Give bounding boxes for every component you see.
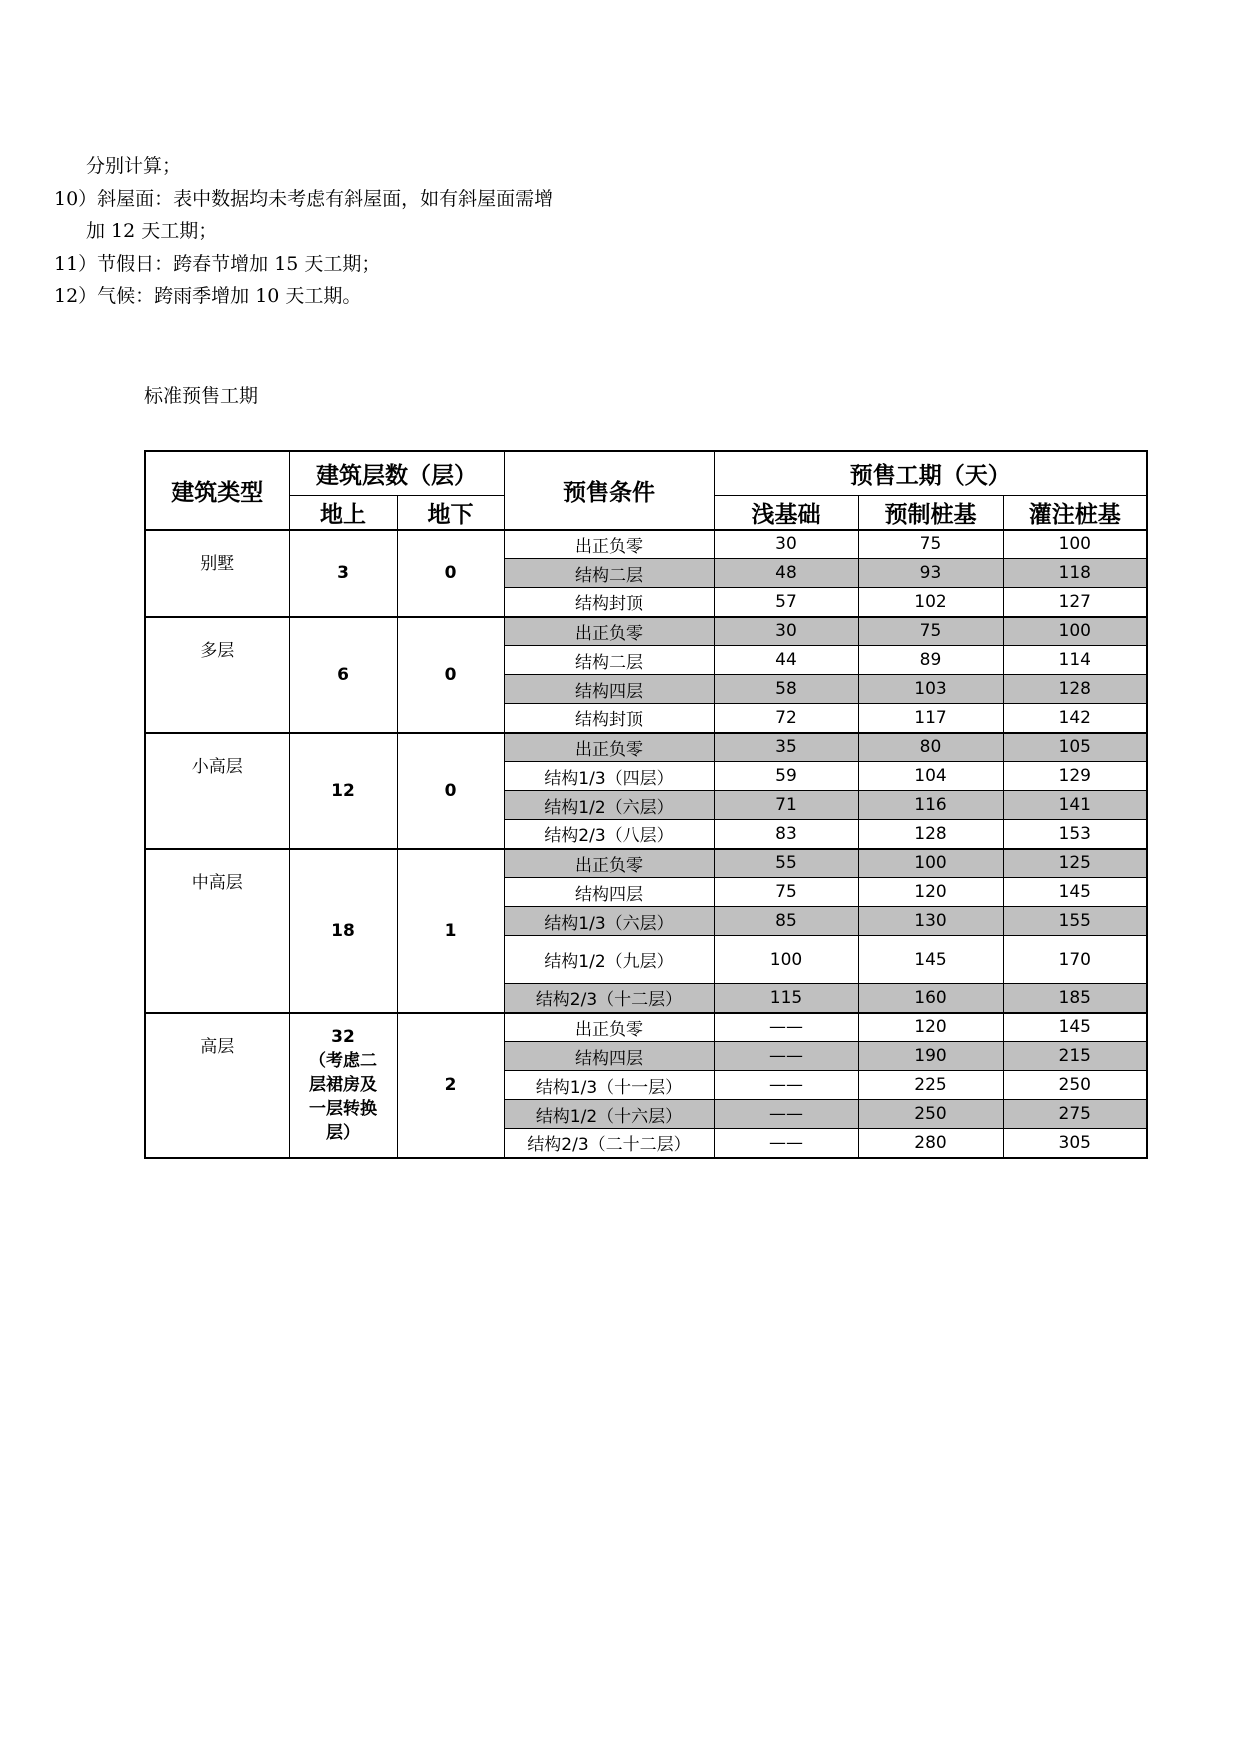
condition-cell: 结构1/2（十六层） [504,1100,714,1129]
shallow-foundation-cell: 115 [714,984,858,1013]
precast-pile-cell: 102 [858,588,1003,617]
shallow-foundation-cell: 48 [714,559,858,588]
shallow-foundation-cell: 72 [714,704,858,733]
bored-pile-cell: 250 [1003,1071,1147,1100]
bored-pile-cell: 129 [1003,762,1147,791]
condition-cell: 结构二层 [504,559,714,588]
precast-pile-cell: 75 [858,617,1003,646]
paragraph-1: 分别计算； [86,155,182,177]
condition-cell: 结构四层 [504,878,714,907]
precast-pile-cell: 117 [858,704,1003,733]
precast-pile-cell: 190 [858,1042,1003,1071]
shallow-foundation-cell: 100 [714,936,858,984]
shallow-foundation-cell: 30 [714,530,858,559]
shallow-foundation-cell: 83 [714,820,858,849]
shallow-foundation-cell: 44 [714,646,858,675]
header-above-ground: 地上 [289,495,397,530]
condition-cell: 结构2/3（八层） [504,820,714,849]
bored-pile-cell: 105 [1003,733,1147,762]
below-ground-cell: 0 [397,733,504,849]
above-ground-cell: 32 （考虑二 层裙房及 一层转换 层） [289,1013,397,1158]
precast-pile-cell: 116 [858,791,1003,820]
building-type-cell: 别墅 [145,530,289,617]
bored-pile-cell: 118 [1003,559,1147,588]
bored-pile-cell: 100 [1003,530,1147,559]
bored-pile-cell: 127 [1003,588,1147,617]
precast-pile-cell: 103 [858,675,1003,704]
table-row [145,733,1147,762]
condition-cell: 结构封顶 [504,588,714,617]
presale-period-table [144,450,1148,1159]
precast-pile-cell: 128 [858,820,1003,849]
shallow-foundation-cell: 75 [714,878,858,907]
header-shallow-foundation: 浅基础 [714,495,858,530]
condition-cell: 结构封顶 [504,704,714,733]
shallow-foundation-cell: —— [714,1071,858,1100]
paragraph-5: 12）气候：跨雨季增加 10 天工期。 [54,285,362,307]
precast-pile-cell: 104 [858,762,1003,791]
shallow-foundation-cell: 55 [714,849,858,878]
precast-pile-cell: 100 [858,849,1003,878]
condition-cell: 结构四层 [504,1042,714,1071]
bored-pile-cell: 145 [1003,1013,1147,1042]
precast-pile-cell: 120 [858,878,1003,907]
precast-pile-cell: 160 [858,984,1003,1013]
paragraph-2: 10）斜屋面：表中数据均未考虑有斜屋面，如有斜屋面需增 [54,188,554,210]
precast-pile-cell: 250 [858,1100,1003,1129]
condition-cell: 结构2/3（十二层） [504,984,714,1013]
condition-cell: 出正负零 [504,1013,714,1042]
shallow-foundation-cell: —— [714,1129,858,1158]
shallow-foundation-cell: 35 [714,733,858,762]
bored-pile-cell: 153 [1003,820,1147,849]
bored-pile-cell: 114 [1003,646,1147,675]
shallow-foundation-cell: 30 [714,617,858,646]
condition-cell: 结构1/3（四层） [504,762,714,791]
above-ground-cell: 6 [289,617,397,733]
paragraph-3: 加 12 天工期； [86,220,218,242]
shallow-foundation-cell: 58 [714,675,858,704]
above-ground-cell: 18 [289,849,397,1013]
condition-cell: 结构1/3（十一层） [504,1071,714,1100]
above-ground-cell: 12 [289,733,397,849]
bored-pile-cell: 170 [1003,936,1147,984]
bored-pile-cell: 305 [1003,1129,1147,1158]
precast-pile-cell: 93 [858,559,1003,588]
table-title: 标准预售工期 [144,385,259,407]
bored-pile-cell: 142 [1003,704,1147,733]
precast-pile-cell: 75 [858,530,1003,559]
header-bored-pile: 灌注桩基 [1003,495,1147,530]
building-type-cell: 中高层 [145,849,289,1013]
bored-pile-cell: 125 [1003,849,1147,878]
header-below-ground: 地下 [397,495,504,530]
condition-cell: 出正负零 [504,849,714,878]
below-ground-cell: 0 [397,530,504,617]
bored-pile-cell: 145 [1003,878,1147,907]
shallow-foundation-cell: 71 [714,791,858,820]
building-type-cell: 小高层 [145,733,289,849]
header-floors: 建筑层数（层） [289,451,504,495]
shallow-foundation-cell: 85 [714,907,858,936]
below-ground-cell: 1 [397,849,504,1013]
below-ground-cell: 2 [397,1013,504,1158]
precast-pile-cell: 145 [858,936,1003,984]
condition-cell: 结构2/3（二十二层） [504,1129,714,1158]
precast-pile-cell: 280 [858,1129,1003,1158]
table-row [145,530,1147,559]
above-ground-cell: 3 [289,530,397,617]
bored-pile-cell: 100 [1003,617,1147,646]
table-row [145,617,1147,646]
condition-cell: 结构四层 [504,675,714,704]
shallow-foundation-cell: —— [714,1042,858,1071]
condition-cell: 结构1/2（九层） [504,936,714,984]
precast-pile-cell: 225 [858,1071,1003,1100]
table-row [145,849,1147,878]
precast-pile-cell: 80 [858,733,1003,762]
bored-pile-cell: 141 [1003,791,1147,820]
header-period: 预售工期（天） [714,451,1147,495]
bored-pile-cell: 155 [1003,907,1147,936]
condition-cell: 结构1/2（六层） [504,791,714,820]
condition-cell: 结构1/3（六层） [504,907,714,936]
table-row [145,1013,1147,1042]
paragraph-4: 11）节假日：跨春节增加 15 天工期； [54,253,381,275]
shallow-foundation-cell: —— [714,1013,858,1042]
condition-cell: 出正负零 [504,617,714,646]
building-type-cell: 多层 [145,617,289,733]
precast-pile-cell: 89 [858,646,1003,675]
header-building-type: 建筑类型 [145,451,289,530]
shallow-foundation-cell: 59 [714,762,858,791]
shallow-foundation-cell: 57 [714,588,858,617]
header-condition: 预售条件 [504,451,714,530]
bored-pile-cell: 185 [1003,984,1147,1013]
bored-pile-cell: 275 [1003,1100,1147,1129]
condition-cell: 出正负零 [504,530,714,559]
condition-cell: 结构二层 [504,646,714,675]
header-precast-pile: 预制桩基 [858,495,1003,530]
precast-pile-cell: 130 [858,907,1003,936]
shallow-foundation-cell: —— [714,1100,858,1129]
below-ground-cell: 0 [397,617,504,733]
precast-pile-cell: 120 [858,1013,1003,1042]
bored-pile-cell: 128 [1003,675,1147,704]
bored-pile-cell: 215 [1003,1042,1147,1071]
building-type-cell: 高层 [145,1013,289,1158]
condition-cell: 出正负零 [504,733,714,762]
